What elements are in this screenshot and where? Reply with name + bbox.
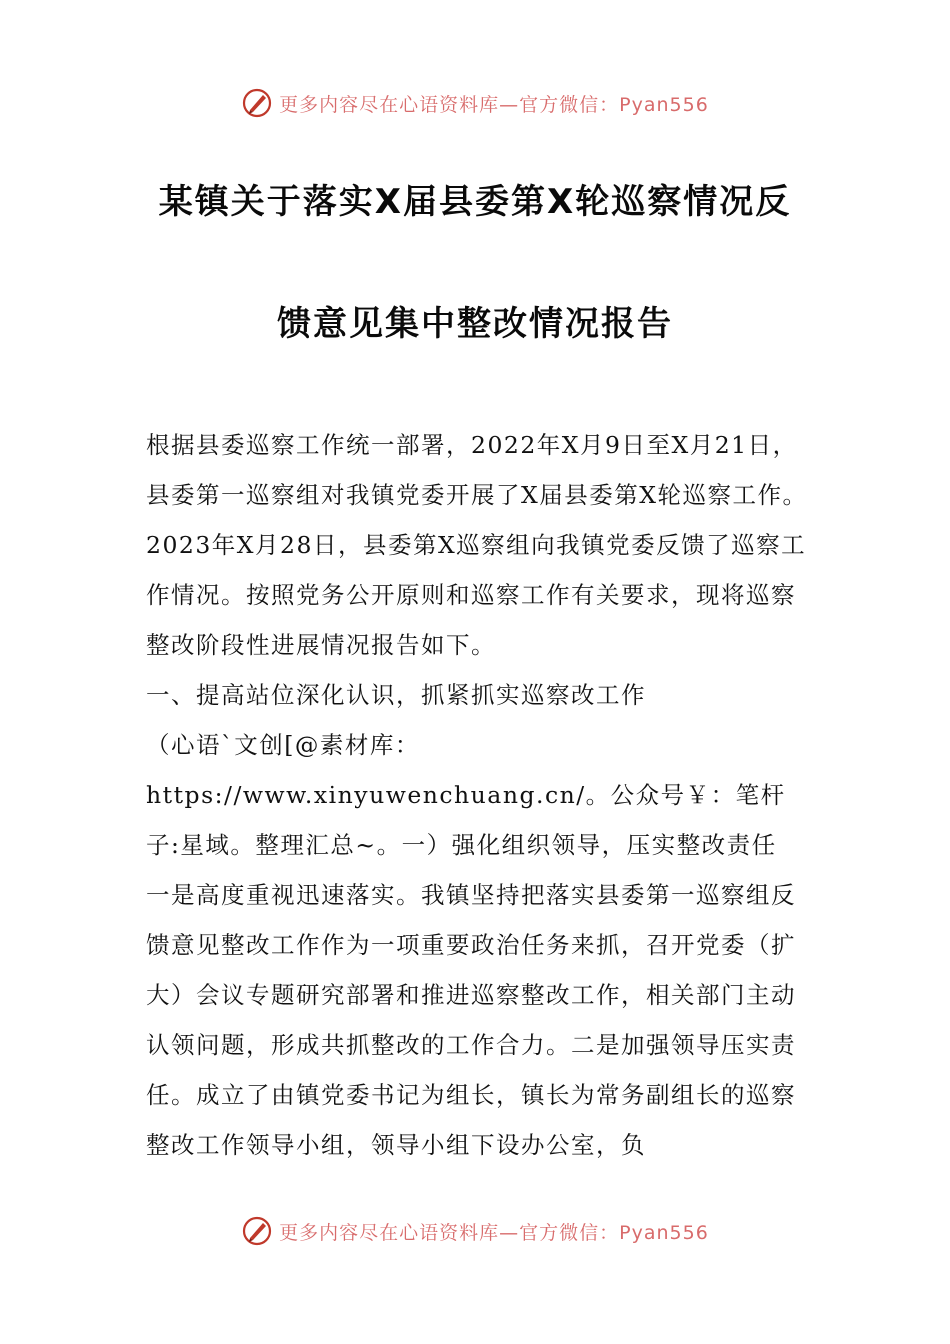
footer-banner — [0, 1211, 950, 1251]
paragraph-content: 一是高度重视迅速落实。我镇坚持把落实县委第一巡察组反馈意见整改工作作为一项重要政治任务来抓，召开党委（扩大）会议专题研究部署和推进巡察整改工作，相关部门主动认领问题，形成共抓整改的工作合力。二是加强领导压实责任。成立了由镇党委书记为组长，镇长为常务副组长的巡察整改工作领导小组，领导小组下设办公室，负 — [146, 881, 796, 1159]
paragraph-subsection: （心语`文创[@素材库：https://www.xinyuwenchuang.cn/。公众号￥：笔杆子:星域。整理汇总~。一）强化组织领导，压实整改责任 — [146, 731, 786, 859]
paragraph-section-heading: 一、提高站位深化认识，抓紧抓实巡察改工作 — [146, 681, 646, 709]
document-body — [146, 420, 816, 1170]
paragraph-intro: 根据县委巡察工作统一部署，2022年X月9日至X月21日，县委第一巡察组对我镇党委开展了X届县委第X轮巡察工作。2023年X月28日，县委第X巡察组向我镇党委反馈了巡察工作情况。按照党务公开原则和巡察工作有关要求，现将巡察整改阶段性进展情况报告如下。 — [146, 431, 808, 659]
footer-banner-text: 更多内容尽在心语资料库—官方微信：Pyan556 — [279, 1221, 709, 1244]
header-banner-text: 更多内容尽在心语资料库—官方微信：Pyan556 — [279, 93, 709, 116]
document-title-line-2: 馈意见集中整改情况报告 — [277, 304, 673, 344]
pen-logo-icon — [241, 1215, 273, 1247]
pen-logo-icon — [241, 87, 273, 119]
document-title-line-1: 某镇关于落实X届县委第X轮巡察情况反 — [158, 182, 792, 222]
header-banner — [0, 83, 950, 123]
